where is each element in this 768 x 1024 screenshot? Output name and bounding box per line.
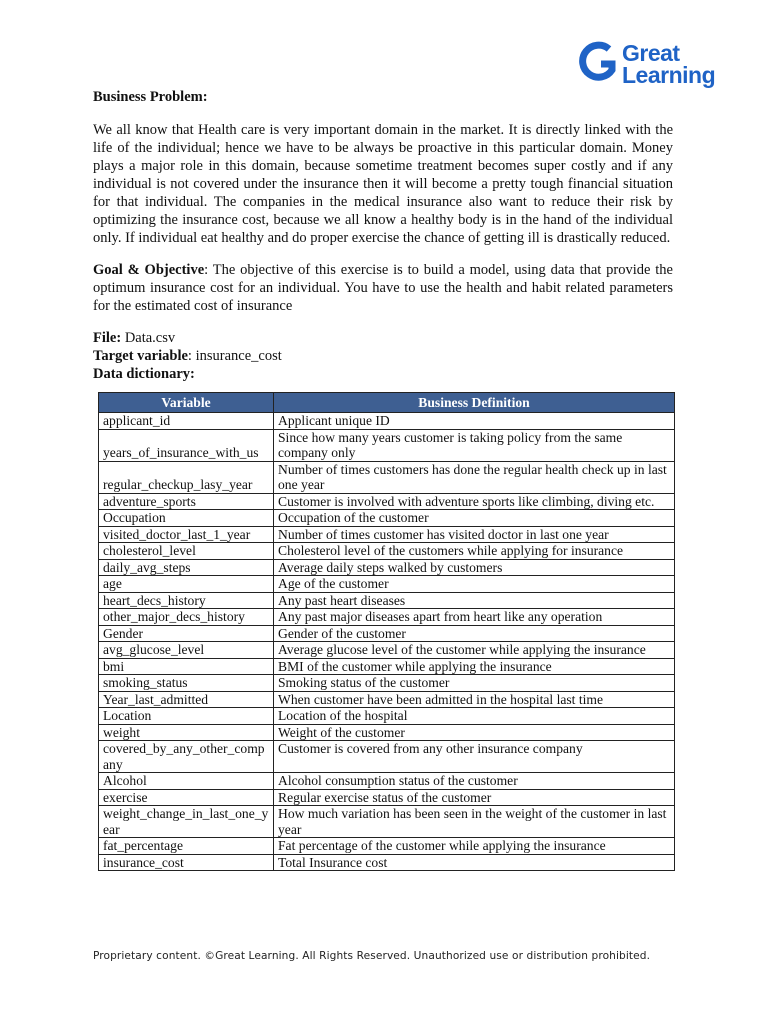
table-row — [99, 724, 675, 741]
logo-text-learning: Learning — [622, 62, 716, 88]
column-header-variable: Variable — [99, 393, 274, 413]
definition-cell: Number of times customers has done the regular health check up in last one year — [274, 461, 675, 493]
file-line — [93, 329, 673, 347]
definition-cell: Average glucose level of the customer while applying the insurance — [274, 642, 675, 659]
variable-cell: adventure_sports — [99, 493, 274, 510]
table-row — [99, 576, 675, 593]
variable-cell: covered_by_any_other_company — [99, 741, 274, 773]
table-row — [99, 658, 675, 675]
variable-cell: exercise — [99, 789, 274, 806]
column-header-business-definition: Business Definition — [274, 393, 675, 413]
data-dictionary-heading: Data dictionary: — [93, 366, 195, 382]
table-row — [99, 806, 675, 838]
business-problem-heading: Business Problem: — [93, 89, 208, 105]
logo-text-great: Great — [622, 40, 680, 66]
variable-cell: weight — [99, 724, 274, 741]
definition-cell: Customer is covered from any other insurance company — [274, 741, 675, 773]
definition-cell: Customer is involved with adventure sports like climbing, diving etc. — [274, 493, 675, 510]
table-header-row — [99, 393, 675, 413]
definition-cell: Average daily steps walked by customers — [274, 559, 675, 576]
table-row — [99, 625, 675, 642]
table-row — [99, 461, 675, 493]
definition-cell: Any past heart diseases — [274, 592, 675, 609]
great-learning-logo — [579, 40, 739, 90]
business-problem-text: We all know that Health care is very important domain in the market. It is directly linked with the life of the individual; hence we have to be always be proactive in this particular domain. Money plays a major role in this domain, because sometime treatment becomes super costly and if any individual is not covered under the insurance then it will become a pretty tough financial situation for that individual. The companies in the medical insurance also want to reduce their risk by optimizing the insurance cost, because we all know a healthy body is in the hand of the individual only. If individual eat healthy and do proper exercise the chance of getting ill is drastically reduced. — [93, 122, 673, 246]
table-row — [99, 493, 675, 510]
variable-cell: Alcohol — [99, 773, 274, 790]
definition-cell: Occupation of the customer — [274, 510, 675, 527]
target-line — [93, 347, 673, 365]
variable-cell: insurance_cost — [99, 854, 274, 871]
definition-cell: How much variation has been seen in the weight of the customer in last year — [274, 806, 675, 838]
table-row — [99, 838, 675, 855]
table-row — [99, 510, 675, 527]
table-row — [99, 543, 675, 560]
definition-cell: Number of times customer has visited doctor in last one year — [274, 526, 675, 543]
variable-cell: years_of_insurance_with_us — [99, 429, 274, 461]
table-row — [99, 691, 675, 708]
variable-cell: smoking_status — [99, 675, 274, 692]
definition-cell: Weight of the customer — [274, 724, 675, 741]
variable-cell: weight_change_in_last_one_year — [99, 806, 274, 838]
definition-cell: Any past major diseases apart from heart like any operation — [274, 609, 675, 626]
definition-cell: Age of the customer — [274, 576, 675, 593]
table-row — [99, 526, 675, 543]
table-row — [99, 642, 675, 659]
variable-cell: heart_decs_history — [99, 592, 274, 609]
target-value: : insurance_cost — [187, 348, 282, 364]
definition-cell: Cholesterol level of the customers while applying for insurance — [274, 543, 675, 560]
footer-proprietary-notice: Proprietary content. ©Great Learning. All Rights Reserved. Unauthorized use or distribution prohibited. — [93, 950, 651, 962]
definition-cell: Alcohol consumption status of the customer — [274, 773, 675, 790]
file-label: File: — [93, 330, 122, 346]
variable-cell: Occupation — [99, 510, 274, 527]
table-row — [99, 773, 675, 790]
variable-cell: cholesterol_level — [99, 543, 274, 560]
goal-label: Goal & Objective — [93, 262, 205, 278]
variable-cell: Gender — [99, 625, 274, 642]
data-dictionary-table — [98, 392, 675, 871]
file-value: Data.csv — [121, 330, 176, 346]
table-row — [99, 675, 675, 692]
variable-cell: bmi — [99, 658, 274, 675]
table-row — [99, 413, 675, 430]
table-row — [99, 708, 675, 725]
definition-cell: When customer have been admitted in the hospital last time — [274, 691, 675, 708]
variable-cell: regular_checkup_lasy_year — [99, 461, 274, 493]
variable-cell: avg_glucose_level — [99, 642, 274, 659]
variable-cell: Year_last_admitted — [99, 691, 274, 708]
document-body — [93, 88, 673, 383]
table-body — [99, 413, 675, 871]
variable-cell: other_major_decs_history — [99, 609, 274, 626]
definition-cell: Total Insurance cost — [274, 854, 675, 871]
variable-cell: visited_doctor_last_1_year — [99, 526, 274, 543]
definition-cell: Fat percentage of the customer while applying the insurance — [274, 838, 675, 855]
table-row — [99, 741, 675, 773]
definition-cell: Since how many years customer is taking policy from the same company only — [274, 429, 675, 461]
goal-text: : The objective of this exercise is to build a model, using data that provide the optimum insurance cost for an individual. You have to use the health and habit related parameters for the estimated cost of insurance — [93, 262, 673, 314]
variable-cell: age — [99, 576, 274, 593]
great-learning-g-icon — [579, 40, 621, 86]
table-row — [99, 592, 675, 609]
table-row — [99, 854, 675, 871]
definition-cell: BMI of the customer while applying the insurance — [274, 658, 675, 675]
table-row — [99, 559, 675, 576]
target-label: Target variable — [93, 348, 188, 364]
variable-cell: Location — [99, 708, 274, 725]
definition-cell: Applicant unique ID — [274, 413, 675, 430]
definition-cell: Smoking status of the customer — [274, 675, 675, 692]
variable-cell: daily_avg_steps — [99, 559, 274, 576]
definition-cell: Gender of the customer — [274, 625, 675, 642]
goal-paragraph — [93, 261, 673, 315]
definition-cell: Location of the hospital — [274, 708, 675, 725]
variable-cell: fat_percentage — [99, 838, 274, 855]
table-row — [99, 429, 675, 461]
table-row — [99, 609, 675, 626]
variable-cell: applicant_id — [99, 413, 274, 430]
table-row — [99, 789, 675, 806]
definition-cell: Regular exercise status of the customer — [274, 789, 675, 806]
